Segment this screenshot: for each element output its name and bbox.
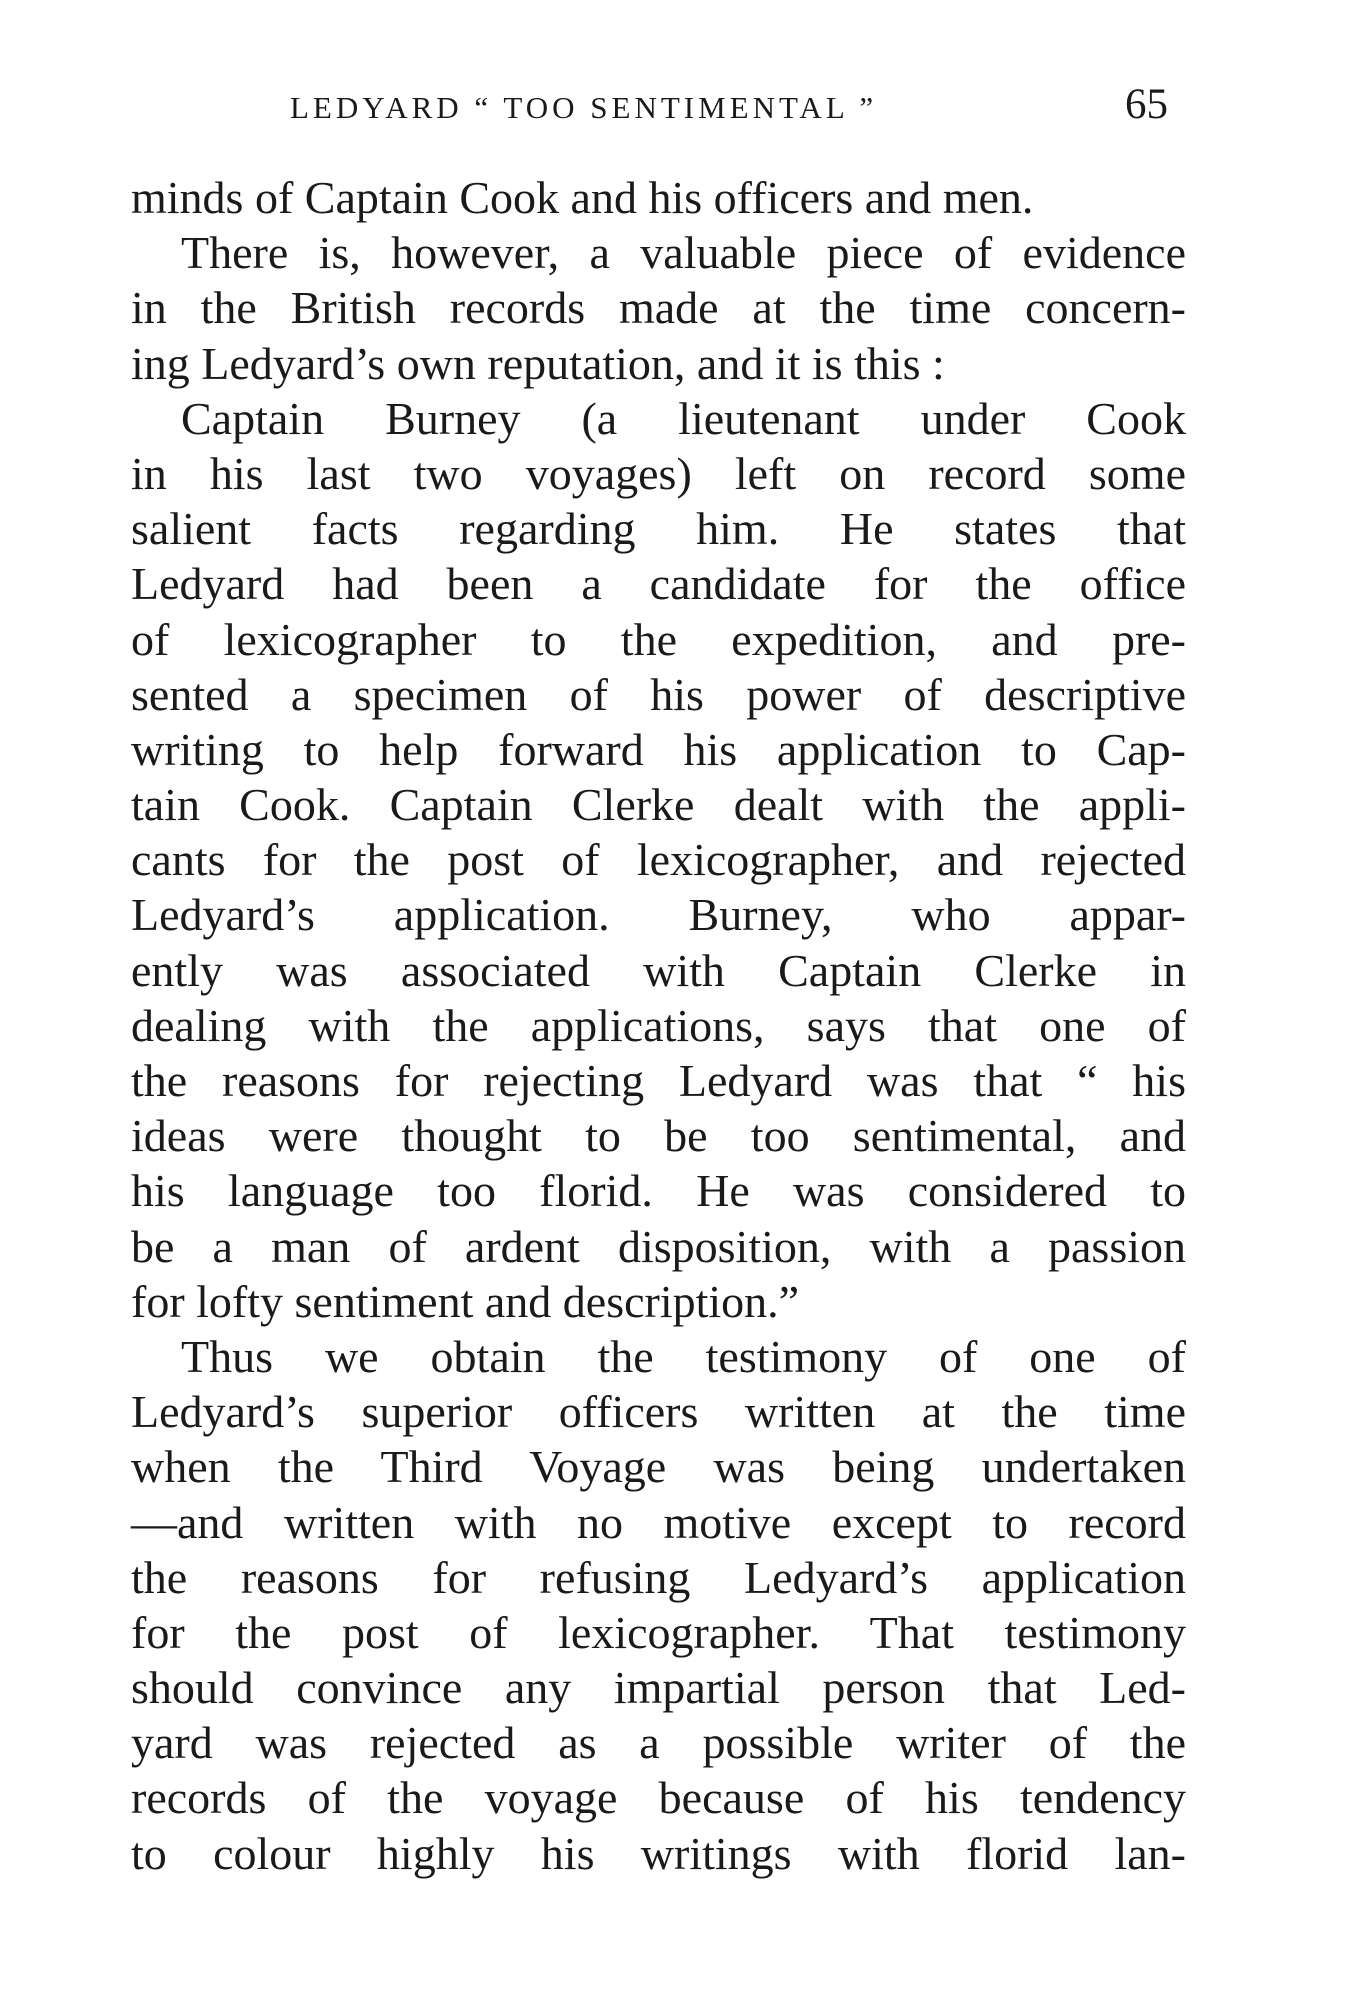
text-line: records of the voyage because of his tendency [131,1772,1186,1824]
text-line: yard was rejected as a possible writer of the [131,1717,1186,1769]
text-line: Ledyard had been a candidate for the office [131,558,1186,610]
text-line: minds of Captain Cook and his officers and men. [131,172,1034,223]
text-line: when the Third Voyage was being undertaken [131,1441,1186,1493]
text-line: There is, however, a valuable piece of evidence [181,227,1186,279]
text-line: to colour highly his writings with florid lan- [131,1827,1186,1879]
text-line: ently was associated with Captain Clerke in [131,944,1186,996]
text-line: Thus we obtain the testimony of one of [181,1330,1186,1382]
text-line: salient facts regarding him. He states that [131,503,1186,555]
text-line: writing to help forward his application to Cap- [131,723,1186,775]
text-line: be a man of ardent disposition, with a passion [131,1220,1186,1272]
text-line: Ledyard’s superior officers written at the time [131,1386,1186,1438]
text-line: ing Ledyard’s own reputation, and it is this : [131,337,945,389]
text-line: the reasons for rejecting Ledyard was that “ his [131,1055,1186,1106]
text-line: in his last two voyages) left on record some [131,447,1186,499]
body-text [131,170,1186,1881]
text-line: in the British records made at the time concern- [131,282,1186,334]
text-line: Captain Burney (a lieutenant under Cook [181,392,1186,444]
text-line: for the post of lexicographer. That testimony [131,1606,1186,1658]
text-line: should convince any impartial person that Led- [131,1662,1186,1714]
text-line: his language too florid. He was considered to [131,1165,1186,1217]
text-line: Ledyard’s application. Burney, who appar- [131,889,1186,941]
text-line: cants for the post of lexicographer, and rejected [131,834,1186,886]
text-line: for lofty sentiment and description.” [131,1275,800,1327]
running-head-title: LEDYARD “ TOO SENTIMENTAL ” [290,90,878,125]
text-line: of lexicographer to the expedition, and pre- [131,613,1186,665]
text-line: sented a specimen of his power of descriptive [131,668,1186,720]
text-line: the reasons for refusing Ledyard’s application [131,1551,1186,1603]
page-number: 65 [1125,81,1168,128]
text-line: ideas were thought to be too sentimental, and [131,1110,1186,1162]
text-line: tain Cook. Captain Clerke dealt with the appli- [131,779,1186,831]
text-line: dealing with the applications, says that one of [131,999,1186,1051]
text-line: —and written with no motive except to record [131,1496,1186,1548]
running-head [290,80,1180,136]
